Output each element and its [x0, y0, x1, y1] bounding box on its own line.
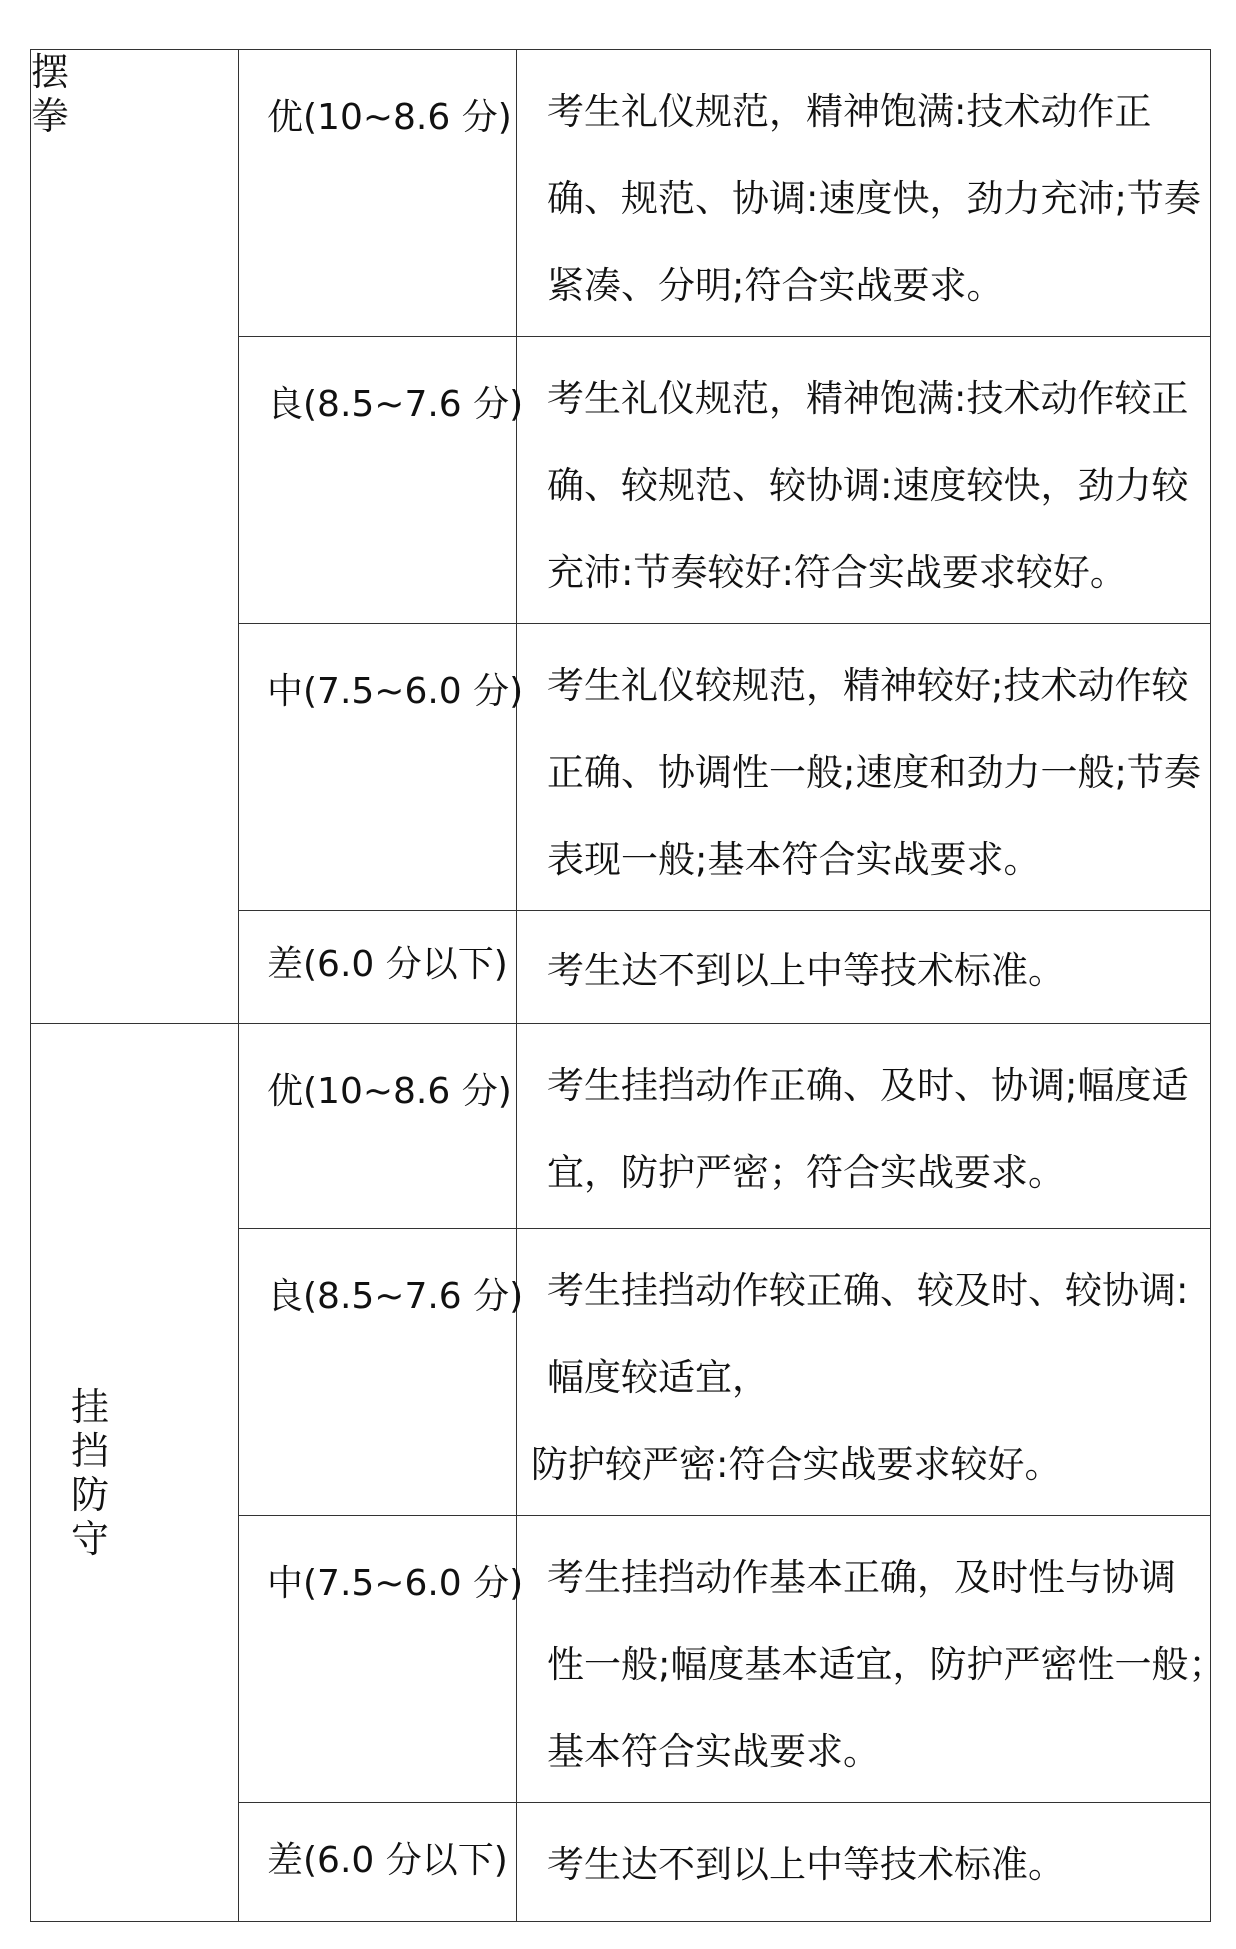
- description-line: 基本符合实战要求。: [547, 1730, 880, 1773]
- description-line: 考生挂挡动作较正确、较及时、较协调:: [547, 1269, 1189, 1312]
- description-line: 幅度较适宜，: [547, 1356, 769, 1399]
- table-row: [31, 1024, 1211, 1229]
- grade-cell: 良(8.5~7.6 分): [239, 1229, 517, 1516]
- grade-cell: 中(7.5~6.0 分): [239, 1516, 517, 1803]
- description-line: 考生礼仪规范，精神饱满:技术动作较正: [547, 377, 1189, 420]
- description-line: 紧凑、分明;符合实战要求。: [547, 264, 1004, 307]
- grade-cell: 优(10~8.6 分): [239, 50, 517, 337]
- description-cell: [517, 1024, 1211, 1229]
- grade-cell: 良(8.5~7.6 分): [239, 337, 517, 624]
- description-line: 考生礼仪较规范，精神较好;技术动作较: [547, 664, 1189, 707]
- category-char: 挡: [71, 1428, 110, 1473]
- description-line: 考生达不到以上中等技术标准。: [547, 949, 1065, 992]
- description-cell: [517, 1516, 1226, 1803]
- description-line: 性一般;幅度基本适宜，防护严密性一般；: [547, 1643, 1226, 1686]
- description-line: 考生礼仪规范，精神饱满:技术动作正: [547, 90, 1152, 133]
- category-cell-guadang-fangshou: [31, 1024, 239, 1922]
- description-cell: [517, 50, 1211, 337]
- description-line: 确、较规范、较协调:速度较快，劲力较: [547, 464, 1189, 507]
- description-line: 考生挂挡动作正确、及时、协调;幅度适: [547, 1064, 1189, 1107]
- grade-cell: 中(7.5~6.0 分): [239, 624, 517, 911]
- grading-table: [30, 49, 1226, 1922]
- description-line: 考生达不到以上中等技术标准。: [547, 1843, 1065, 1886]
- description-line: 防护较严密:符合实战要求较好。: [531, 1443, 1062, 1486]
- description-line: 确、规范、协调:速度快，劲力充沛;节奏: [547, 177, 1201, 220]
- description-cell: [517, 624, 1211, 911]
- description-line: 正确、协调性一般;速度和劲力一般;节奏: [547, 751, 1201, 794]
- description-line: 宜，防护严密；符合实战要求。: [547, 1151, 1065, 1194]
- grade-cell: 差(6.0 分以下): [239, 911, 517, 1024]
- category-char: 挂: [71, 1384, 110, 1429]
- category-cell-baiquan: [31, 50, 239, 1024]
- grade-cell: 差(6.0 分以下): [239, 1803, 517, 1922]
- description-cell: [517, 911, 1211, 1024]
- category-char: 摆: [31, 50, 70, 94]
- description-cell: [517, 1229, 1211, 1516]
- category-char: 守: [71, 1516, 110, 1561]
- grade-cell: 优(10~8.6 分): [239, 1024, 517, 1229]
- description-cell: [517, 1803, 1211, 1922]
- category-char: 拳: [31, 94, 70, 138]
- description-line: 充沛:节奏较好:符合实战要求较好。: [547, 551, 1127, 594]
- description-line: 表现一般;基本符合实战要求。: [547, 838, 1041, 881]
- description-cell: [517, 337, 1211, 624]
- category-char: 防: [71, 1472, 110, 1517]
- description-line: 考生挂挡动作基本正确，及时性与协调: [547, 1556, 1176, 1599]
- table-row: [31, 50, 1211, 337]
